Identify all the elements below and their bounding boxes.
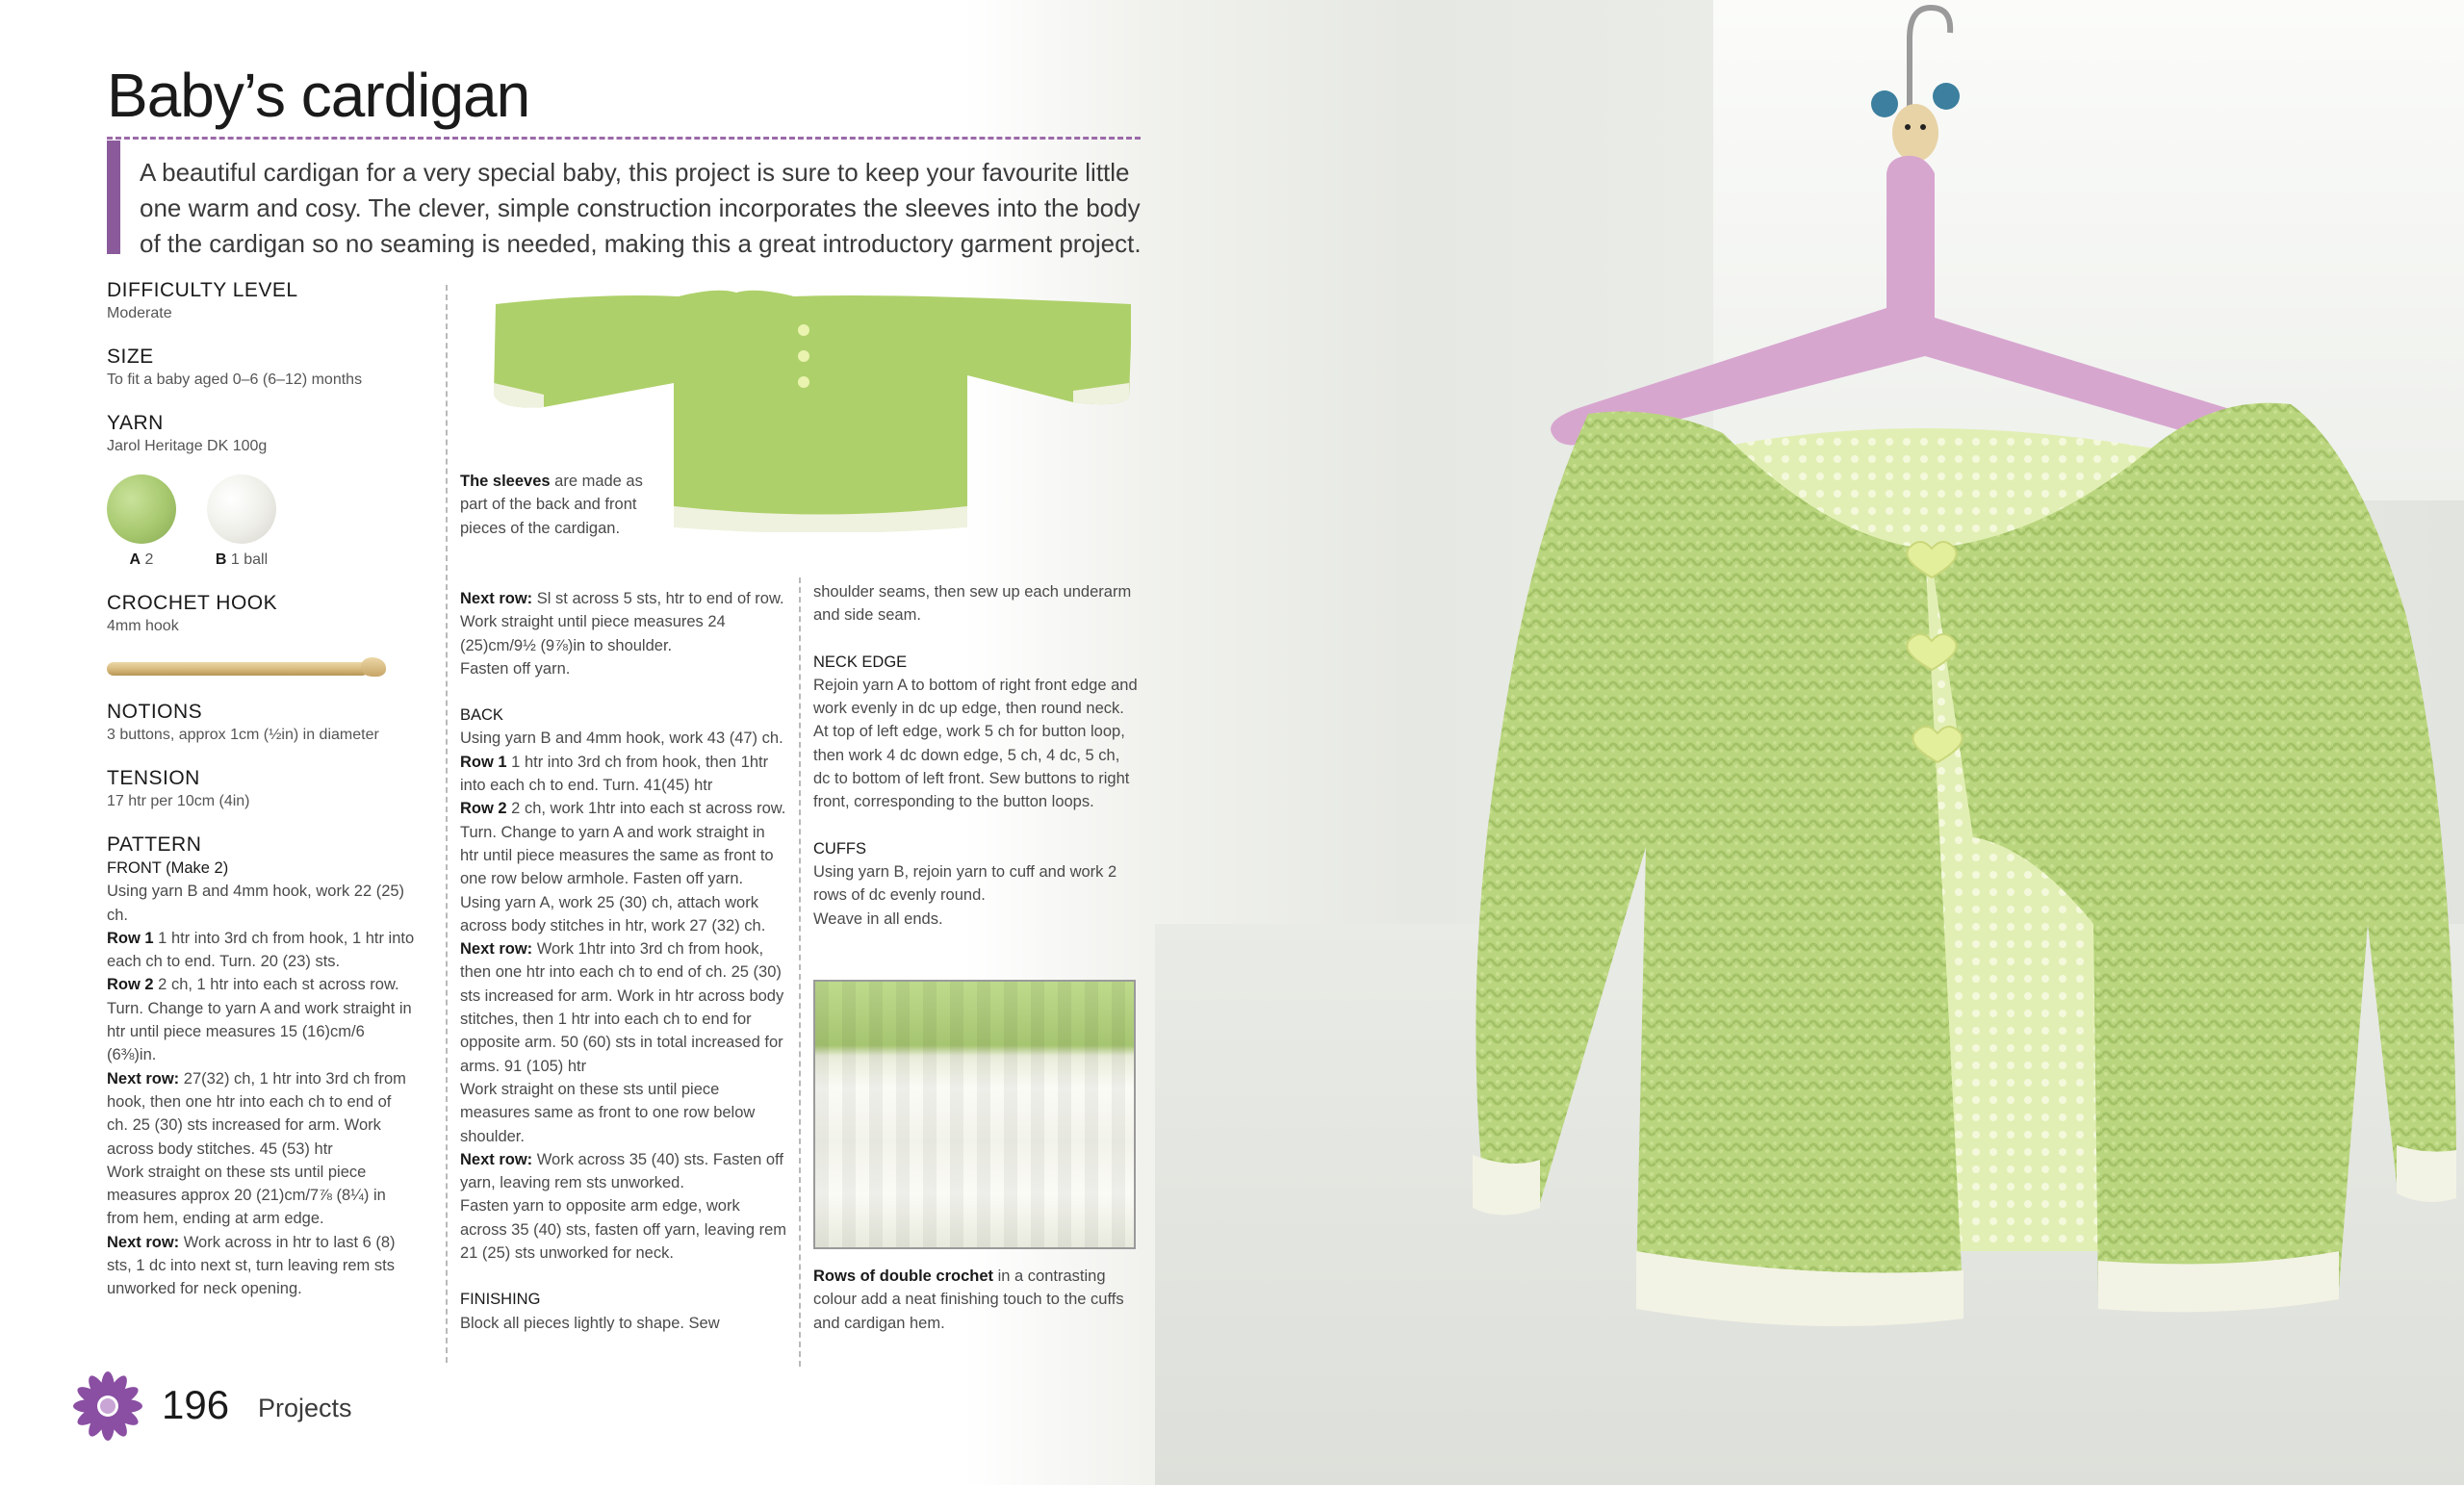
intro-paragraph: A beautiful cardigan for a very special baby, this project is sure to keep your favourite little one warm and cosy. The clever, simple construction incorporates the sleeves into the body of the cardigan so no seaming is needed, making this a great introductory garment project.: [140, 158, 1142, 258]
pattern-section: [107, 833, 415, 1301]
intro-accent-bar: [107, 141, 120, 254]
mouse-head: [1892, 104, 1938, 162]
front-subheading: FRONT (Make 2): [107, 859, 229, 877]
page-number: 196: [162, 1382, 230, 1427]
crochet-hook-icon: [107, 656, 386, 678]
yarn-ball-b-icon: [207, 474, 276, 544]
hero-photo: [962, 0, 2464, 1485]
finishing-heading: FINISHING: [460, 1291, 541, 1309]
title-divider: [107, 137, 1141, 140]
back-column: Next row: Sl st across 5 sts, htr to end of row. Work straight until piece measures 24 (25)cm/9½ (9⅞)in to shoulder. Fasten off yarn. BACK Using yarn B and 4mm hook, work 43 (47) ch. Row 1 1 htr into 3rd ch from hook, then 1htr into each ch to end. Turn. 41(45) htr Row 2 2 ch, work 1htr into each st across row. Turn. Change to yarn A and work straight in htr until piece measures the same as front to one row below armhole. Fasten off yarn. Using yarn A, work 25 (30) ch, attach work across body stitches in htr, work 27 (32) ch. Next row: Work 1htr into 3rd ch from hook, then one htr into each ch to end of ch. 25 (30) sts increased for arm. Work in htr across body stitches, then 1 htr into each ch to end for opposite arm. 50 (60) sts in total increased for arms. 91 (105) htr Work straight on these sts until piece measures same as front to one row below shoulder. Next row: Work across 35 (40) sts. Fasten off yarn, leaving rem sts unworked. Fasten yarn to opposite arm edge, work across 35 (40) sts, fasten off yarn, leaving rem 21 (25) sts unworked for neck. FINISHING Block all pieces lightly to shape. Sew: [460, 590, 787, 1332]
difficulty-heading: DIFFICULTY LEVEL: [107, 279, 298, 301]
difficulty-value: Moderate: [107, 305, 172, 321]
back-heading: BACK: [460, 706, 503, 725]
yarn-a-label: A 2: [129, 551, 154, 568]
page-title: Baby’s cardigan: [107, 61, 530, 130]
stitch-swatch-image: [813, 980, 1136, 1249]
mouse-ear-right: [1933, 83, 1960, 110]
column-divider-2: [799, 577, 801, 1367]
yarn-section: [107, 412, 415, 569]
notions-heading: NOTIONS: [107, 701, 203, 723]
cardigan-left-front: [1473, 412, 1964, 1320]
hook-heading: CROCHET HOOK: [107, 592, 278, 614]
pattern-front-text: FRONT (Make 2) Using yarn B and 4mm hook, work 22 (25) ch. Row 1 1 htr into 3rd ch from hook, 1 htr into each ch to end. Turn. 20 (23) sts. Row 2 2 ch, 1 htr into each st across row. Turn. Change to yarn A and work straight in htr until piece measures 15 (16)cm/6 (6⅜)in. Next row: 27(32) ch, 1 htr into 3rd ch from hook, then one htr into each ch to end of ch. 25 (30) sts increased for arm. Work across body stitches. 45 (53) htr Work straight on these sts until piece measures approx 20 (21)cm/7⅞ (8¼) in from hem, ending at arm edge. Next row: Work across in htr to last 6 (8) sts, 1 dc into next st, turn leaving rem sts unworked for neck opening.: [107, 857, 415, 1301]
column-divider-1: [446, 285, 448, 1363]
notions-section: [107, 701, 415, 744]
tension-value: 17 htr per 10cm (4in): [107, 793, 250, 809]
yarn-ball-a-icon: [107, 474, 176, 544]
hook-section: [107, 592, 415, 678]
mouse-ear-left: [1871, 90, 1898, 117]
section-name: Projects: [258, 1394, 352, 1422]
tension-section: [107, 767, 415, 810]
yarn-b-label: B 1 ball: [215, 551, 269, 568]
size-section: [107, 346, 415, 389]
pattern-heading: PATTERN: [107, 833, 202, 856]
cuffs-heading: CUFFS: [813, 839, 866, 858]
cardigan-cuff-right: [2397, 1145, 2456, 1202]
tension-heading: TENSION: [107, 767, 200, 789]
finishing-column: shoulder seams, then sew up each underarm and side seam. NECK EDGE Rejoin yarn A to bottom of right front edge and work evenly in dc up edge, then round neck. At top of left edge, work 5 ch for button loop, then work 4 dc down edge, 5 ch, 4 dc, 5 ch, dc to bottom of left front. Sew buttons to right front, corresponding to the button loops. CUFFS Using yarn B, rejoin yarn to cuff and work 2 rows of dc evenly round. Weave in all ends.: [813, 580, 1141, 931]
hook-value: 4mm hook: [107, 618, 179, 634]
flower-icon: [71, 1370, 144, 1443]
difficulty-section: [107, 279, 415, 322]
cardigan-on-hanger-illustration: [962, 0, 2464, 1485]
yarn-balls: [107, 474, 415, 544]
caption-sleeves: The sleeves are made as part of the back and front pieces of the cardigan.: [460, 473, 643, 537]
hanger: [1551, 156, 2305, 459]
notions-value: 3 buttons, approx 1cm (½in) in diameter: [107, 727, 379, 743]
size-heading: SIZE: [107, 346, 154, 368]
caption-double-crochet: Rows of double crochet in a contrasting colour add a neat finishing touch to the cuffs and cardigan hem.: [813, 1267, 1124, 1332]
text-page: [0, 0, 1155, 1485]
neck-edge-heading: NECK EDGE: [813, 653, 908, 671]
yarn-heading: YARN: [107, 412, 164, 434]
yarn-ball-labels: [107, 551, 415, 569]
materials-column: [107, 279, 415, 1324]
size-value: To fit a baby aged 0–6 (6–12) months: [107, 371, 363, 388]
yarn-value: Jarol Heritage DK 100g: [107, 438, 268, 454]
cardigan-cuff-left: [1473, 1155, 1540, 1216]
